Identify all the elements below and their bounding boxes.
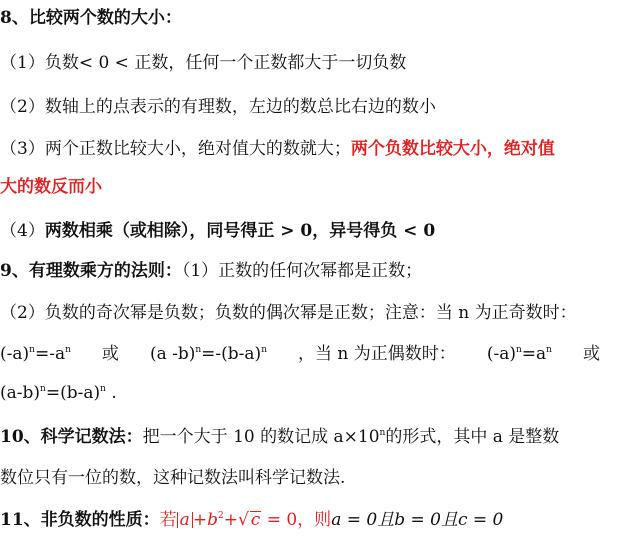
section-8-point-3 <box>0 137 555 161</box>
section-10-def-b: 的形式，其中 a 是整数 <box>385 427 560 447</box>
section-9-formula-line-2: $(a-b)^n=(b-a)^n$ . <box>0 383 117 403</box>
section-10-def-a: 把一个大于 10 的数记成 a×10 <box>142 427 380 447</box>
section-11-result: a = 0且b = 0且c = 0 <box>331 510 504 530</box>
formula-odd-2: (a $-b)^n=-(b-a)^n$ <box>149 344 267 364</box>
section-10-exponent: n <box>379 428 386 438</box>
section-9-rule-2: （2）负数的奇次幂是负数；负数的偶次幂是正数；注意：当 n 为正奇数时： <box>0 303 577 323</box>
section-11-line <box>0 508 503 532</box>
section-11-heading: 11、非负数的性质： <box>0 510 160 530</box>
formula-even-1: $(-a)^n=a^n$ <box>486 344 552 364</box>
section-8-point-3-highlight: 两个负数比较大小，绝对值 <box>350 139 555 159</box>
formula-even-condition: ，当 n 为正偶数时： <box>298 344 456 364</box>
section-10-heading: 10、科学记数法： <box>0 427 143 447</box>
sqrt-icon: √ <box>237 510 249 530</box>
formula-odd-1: $(-a)^n=-a^n$ <box>0 344 71 364</box>
section-10-line-1 <box>0 425 559 449</box>
abs-value-bars: a <box>177 512 193 528</box>
formula-or-1: 或 <box>101 344 119 364</box>
section-8-point-4-num: （4） <box>0 221 45 241</box>
section-9-formula-line-1 <box>0 342 600 366</box>
section-11-condition: 若 $a +b^2+√$ c = 0，则 <box>159 510 332 530</box>
section-8-point-4 <box>0 219 435 243</box>
section-8-point-1: （1）负数< 0 < 正数，任何一个正数都大于一切负数 <box>0 53 407 73</box>
section-8-point-2: （2）数轴上的点表示的有理数，左边的数总比右边的数小 <box>0 97 436 117</box>
section-8-point-3-text: （3）两个正数比较大小，绝对值大的数就大； <box>0 139 351 159</box>
section-8-heading: 8、比较两个数的大小： <box>0 8 182 28</box>
section-10-line-2: 数位只有一位的数，这种记数法叫科学记数法. <box>0 468 346 488</box>
section-9-line-1 <box>0 259 422 283</box>
section-8-point-4-text: 两数相乘（或相除），同号得正 > 0，异号得负 < 0 <box>44 221 436 241</box>
section-8-point-3-highlight-cont: 大的数反而小 <box>0 177 102 197</box>
section-9-heading: 9、有理数乘方的法则： <box>0 261 182 281</box>
section-9-rule-1: （1）正数的任何次幂都是正数； <box>181 261 423 281</box>
formula-or-2: 或 <box>582 344 600 364</box>
